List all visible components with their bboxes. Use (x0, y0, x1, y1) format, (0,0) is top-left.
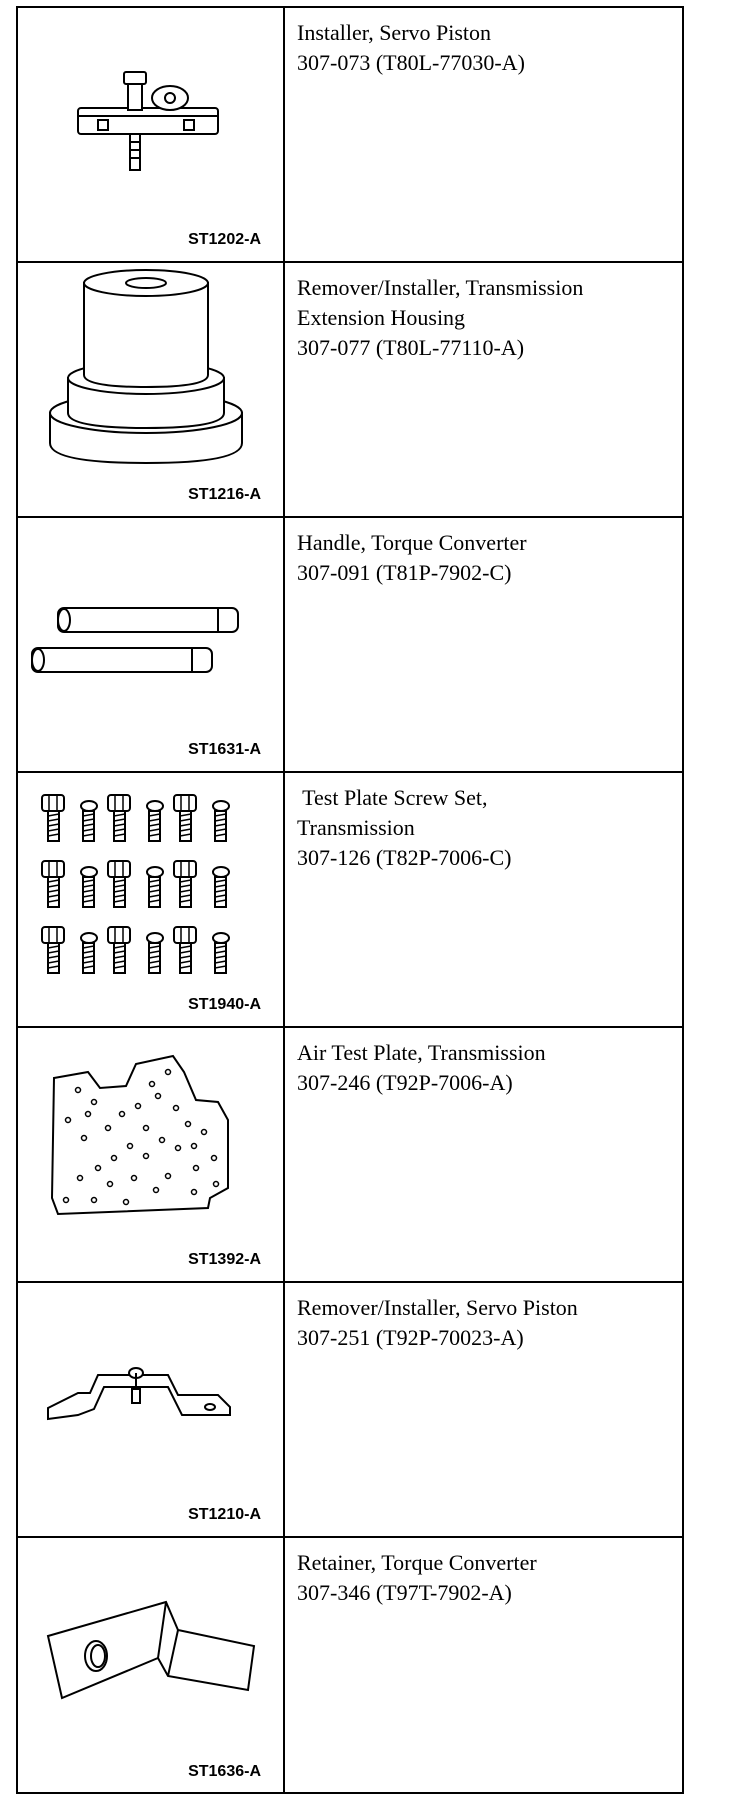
tool-description-line: Transmission (297, 815, 415, 840)
tool-description-line: 307-073 (T80L-77030-A) (297, 50, 525, 75)
torque-converter-handle-illustration (18, 518, 283, 771)
tool-code: ST1216-A (188, 486, 261, 503)
tool-description-line: 307-251 (T92P-70023-A) (297, 1325, 524, 1350)
servo-piston-remover-illustration (18, 1283, 283, 1536)
tool-row-servo-piston-remover (18, 1283, 682, 1538)
tool-description-line: 307-246 (T92P-7006-A) (297, 1070, 513, 1095)
tool-code: ST1631-A (188, 741, 261, 758)
tool-row-torque-converter-handle (18, 518, 682, 773)
tool-description (285, 1283, 682, 1536)
screw-set-illustration (18, 773, 283, 1026)
tool-description (285, 518, 682, 771)
torque-converter-retainer-illustration (18, 1538, 283, 1791)
servo-piston-installer-illustration (18, 8, 283, 261)
tool-description (285, 8, 682, 261)
tool-code: ST1940-A (188, 996, 261, 1013)
tool-description-line: Handle, Torque Converter (297, 530, 527, 555)
tool-image-cell (18, 518, 285, 771)
extension-housing-tool-illustration (18, 263, 283, 516)
tool-description-line: Test Plate Screw Set, (297, 785, 488, 810)
tool-description-line: Remover/Installer, Servo Piston (297, 1295, 578, 1320)
tool-image-cell (18, 1538, 285, 1793)
tool-description (285, 773, 682, 1026)
tool-description-line: Remover/Installer, Transmission (297, 275, 584, 300)
tool-description (285, 263, 682, 516)
tool-row-servo-piston-installer (18, 8, 682, 263)
tool-code: ST1202-A (188, 231, 261, 248)
tool-image-cell (18, 773, 285, 1026)
tool-code: ST1392-A (188, 1251, 261, 1268)
tool-image-cell (18, 1283, 285, 1536)
tool-image-cell (18, 263, 285, 516)
tool-image-cell (18, 1028, 285, 1281)
tool-description (285, 1538, 682, 1793)
tool-description-line: Air Test Plate, Transmission (297, 1040, 546, 1065)
tool-row-torque-converter-retainer (18, 1538, 682, 1793)
tool-row-test-plate-screw-set (18, 773, 682, 1028)
tool-description-line: Extension Housing (297, 305, 466, 330)
special-tools-table (16, 6, 684, 1794)
tool-description-line: 307-077 (T80L-77110-A) (297, 335, 525, 360)
tool-image-cell (18, 8, 285, 261)
tool-description-line: Retainer, Torque Converter (297, 1550, 537, 1575)
tool-description-line: 307-346 (T97T-7902-A) (297, 1580, 512, 1605)
tool-row-air-test-plate (18, 1028, 682, 1283)
tool-code: ST1636-A (188, 1763, 261, 1780)
tool-description-line: 307-091 (T81P-7902-C) (297, 560, 512, 585)
tool-description-line: Installer, Servo Piston (297, 20, 492, 45)
tool-description-line: 307-126 (T82P-7006-C) (297, 845, 512, 870)
tool-description (285, 1028, 682, 1281)
tool-row-extension-housing-remover (18, 263, 682, 518)
tool-code: ST1210-A (188, 1506, 261, 1523)
air-test-plate-illustration (18, 1028, 283, 1281)
